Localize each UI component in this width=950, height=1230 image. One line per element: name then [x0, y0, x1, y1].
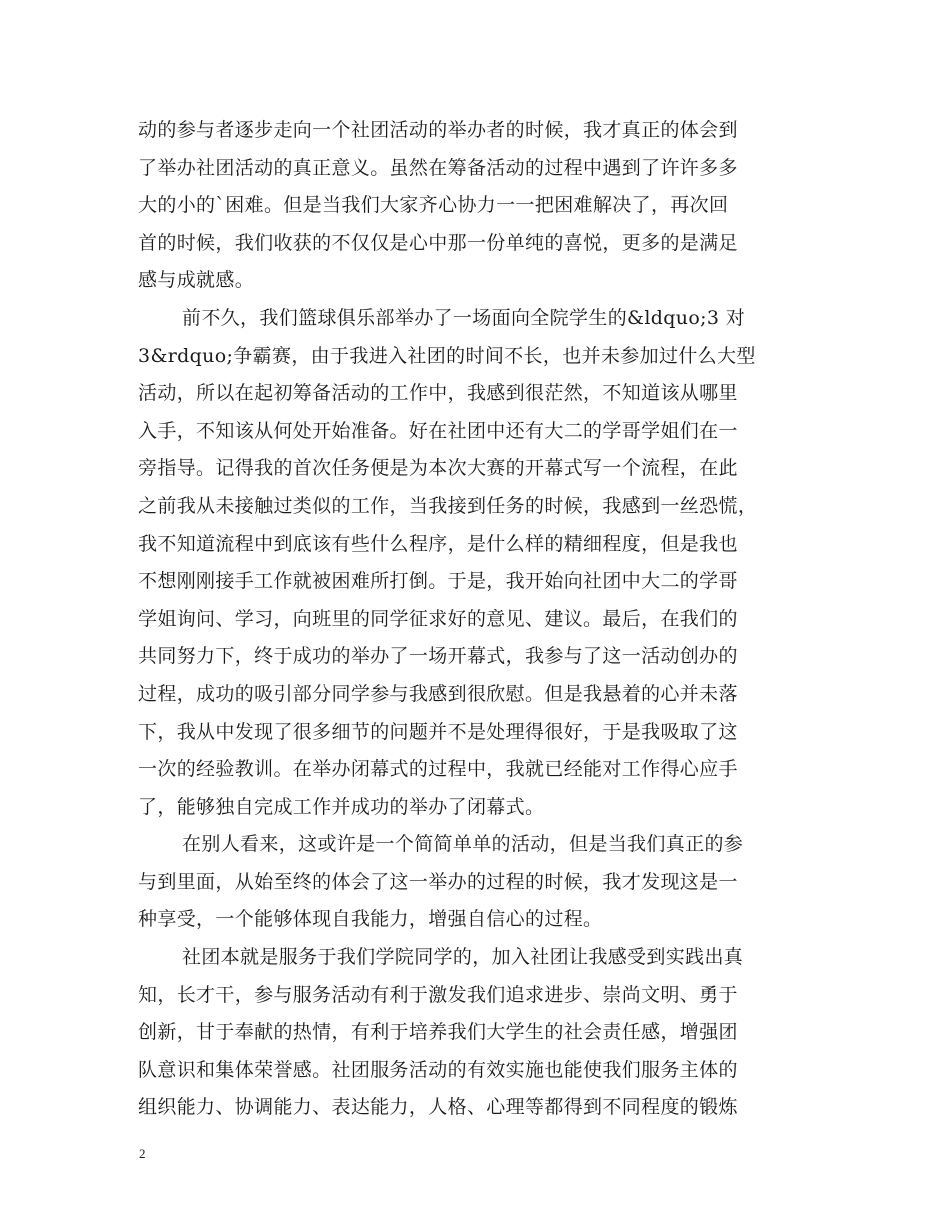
text-line: 学姐询问、学习，向班里的同学征求好的意见、建议。最后，在我们的: [138, 607, 738, 630]
text-line: 队意识和集体荣誉感。社团服务活动的有效实施也能使我们服务主体的: [138, 1058, 738, 1081]
page-number: 2: [139, 1146, 146, 1161]
body-text: [138, 112, 826, 1127]
paragraph-3: [138, 826, 826, 939]
text-line: 活动，所以在起初筹备活动的工作中，我感到很茫然，不知道该从哪里: [138, 382, 738, 405]
text-line: 创新，甘于奉献的热情，有利于培养我们大学生的社会责任感，增强团: [138, 1021, 738, 1044]
text-line: 旁指导。记得我的首次任务便是为本次大赛的开幕式写一个流程，在此: [138, 457, 738, 480]
text-line: 了举办社团活动的真正意义。虽然在筹备活动的过程中遇到了许许多多: [138, 156, 738, 179]
text-line: 组织能力、协调能力、表达能力，人格、心理等都得到不同程度的锻炼: [138, 1096, 738, 1119]
paragraph-4: [138, 939, 826, 1127]
paragraph-1: [138, 112, 826, 300]
text-line: 之前我从未接触过类似的工作，当我接到任务的时候，我感到一丝恐慌，: [138, 494, 758, 517]
text-line: 知，长才干，参与服务活动有利于激发我们追求进步、崇尚文明、勇于: [138, 983, 738, 1006]
text-line: 共同努力下，终于成功的举办了一场开幕式，我参与了这一活动创办的: [138, 645, 738, 668]
text-line: 不想刚刚接手工作就被困难所打倒。于是，我开始向社团中大二的学哥: [138, 570, 738, 593]
text-line: 动的参与者逐步走向一个社团活动的举办者的时候，我才真正的体会到: [138, 119, 738, 141]
text-line-first: 前不久，我们篮球俱乐部举办了一场面向全院学生的&ldquo;3 对: [182, 306, 746, 329]
text-line-first: 在别人看来，这或许是一个简简单单的活动，但是当我们真正的参: [182, 833, 744, 856]
paragraph-2: [138, 300, 826, 826]
text-line: 一次的经验教训。在举办闭幕式的过程中，我就已经能对工作得心应手: [138, 758, 738, 781]
text-line: 入手，不知该从何处开始准备。好在社团中还有大二的学哥学姐们在一: [138, 419, 738, 442]
text-line: 下，我从中发现了很多细节的问题并不是处理得很好，于是我吸取了这: [138, 720, 738, 743]
text-line: 我不知道流程中到底该有些什么程序，是什么样的精细程度，但是我也: [138, 532, 738, 555]
text-line: 3&rdquo;争霸赛，由于我进入社团的时间不长，也并未参加过什么大型: [138, 344, 756, 367]
text-line: 感与成就感。: [138, 269, 255, 292]
text-line: 首的时候，我们收获的不仅仅是心中那一份单纯的喜悦，更多的是满足: [138, 231, 738, 254]
text-line: 了，能够独自完成工作并成功的举办了闭幕式。: [138, 795, 545, 818]
text-line: 大的小的`困难。但是当我们大家齐心协力一一把困难解决了，再次回: [138, 194, 729, 217]
text-line-first: 社团本就是服务于我们学院同学的，加入社团让我感受到实践出真: [182, 946, 744, 969]
text-line: 种享受，一个能够体现自我能力，增强自信心的过程。: [138, 908, 603, 931]
text-line: 与到里面，从始至终的体会了这一举办的过程的时候，我才发现这是一: [138, 870, 738, 893]
text-line: 过程，成功的吸引部分同学参与我感到很欣慰。但是我悬着的心并未落: [138, 682, 738, 705]
